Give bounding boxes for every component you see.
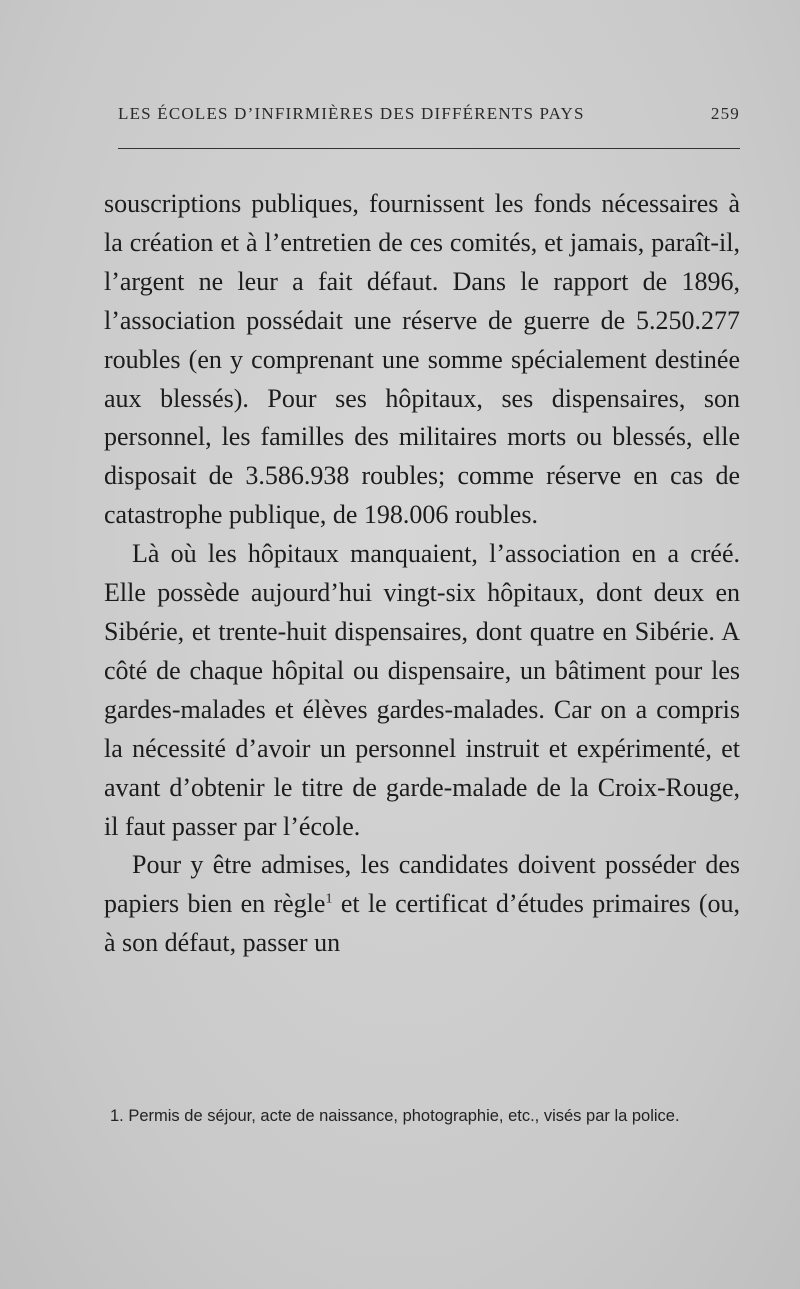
- body-text: [104, 185, 740, 963]
- paragraph-3: [104, 846, 740, 963]
- running-head-title: LES ÉCOLES D’INFIRMIÈRES DES DIFFÉRENTS PAYS: [118, 104, 585, 123]
- page-number: 259: [710, 104, 740, 123]
- footnote: 1. Permis de séjour, acte de naissance, photographie, etc., visés par la police.: [110, 1107, 680, 1125]
- paragraph-3-end: et le certificat d’études primaires (ou, à son défaut, passer un: [104, 889, 740, 958]
- paragraph-3-start: Pour y être admises, les candidates doivent posséder des papiers bien en règle: [104, 850, 740, 919]
- paragraph-1: souscriptions publiques, fournissent les fonds nécessaires à la création et à l’entretien de ces comités, et jamais, paraît-il, l’argent ne leur a fait défaut. Dans le rapport de 1896, l’association possédait une réserve de guerre de 5.250.277 roubles (en y comprenant une somme spécialement destinée aux blessés). Pour ses hôpitaux, ses dispensaires, son personnel, les familles des militaires morts ou blessés, elle disposait de 3.586.938 roubles; comme réserve en cas de catastrophe publique, de 198.006 roubles.: [104, 189, 740, 530]
- running-head: [118, 104, 740, 124]
- paragraph-2: Là où les hôpitaux manquaient, l’association en a créé. Elle possède aujourd’hui vingt-six hôpitaux, dont deux en Sibérie, et trente-huit dispensaires, dont quatre en Sibérie. A côté de chaque hôpital ou dispensaire, un bâtiment pour les gardes-malades et élèves gardes-malades. Car on a compris la nécessité d’avoir un personnel instruit et expérimenté, et avant d’obtenir le titre de garde-malade de la Croix-Rouge, il faut passer par l’école.: [104, 539, 740, 841]
- header-rule: [118, 148, 740, 149]
- footnote-reference: 1: [325, 891, 333, 907]
